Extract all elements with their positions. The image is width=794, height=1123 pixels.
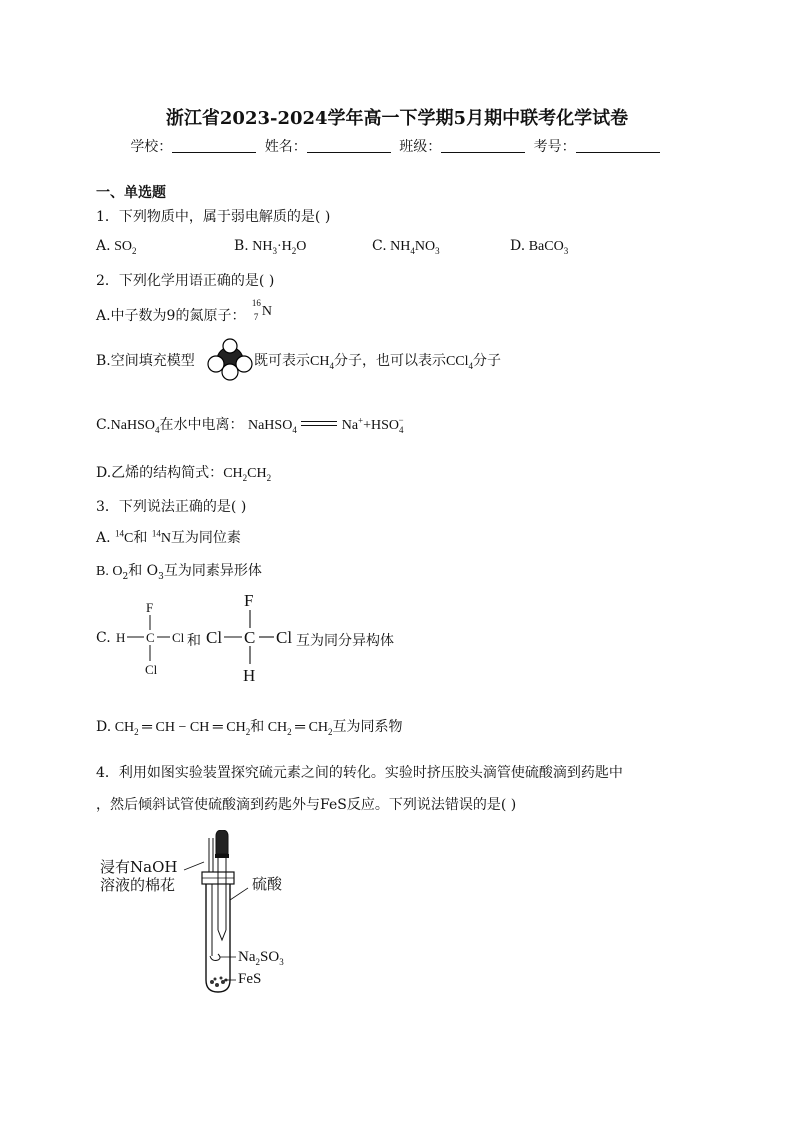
- name-blank[interactable]: [307, 138, 391, 153]
- dropper-bulb-icon: [216, 830, 228, 854]
- svg-text:C: C: [244, 628, 256, 647]
- exam-no-label: 考号：: [533, 139, 576, 155]
- structural-formula-large: [204, 590, 300, 686]
- q1-option-c: C. $NH_4NO_3$: [372, 238, 440, 256]
- atomic-number: 7: [253, 312, 259, 322]
- class-label: 班级：: [399, 139, 442, 155]
- svg-text:F: F: [244, 591, 254, 610]
- equation-equals-icon: [301, 421, 337, 426]
- label-sulfuric-acid: 硫酸: [252, 875, 283, 893]
- svg-text:Cl: Cl: [276, 628, 293, 647]
- q1-stem: 1．下列物质中，属于弱电解质的是( ): [96, 209, 331, 225]
- q1-option-d: D. BaCO$_3$: [510, 238, 569, 256]
- nitrogen-symbol: N: [261, 304, 273, 319]
- fes-particles-icon: [210, 977, 228, 988]
- exam-no-blank[interactable]: [576, 138, 660, 153]
- q2-option-b-text: 既可表示$CH_4$分子，也可以表示CCl$_4$分子: [254, 353, 502, 371]
- q3-option-d: D. $CH_2$ ═ CH − CH ═ $CH_2$和 $CH_2$ ═ $CH_2$互为同系物: [96, 719, 403, 737]
- svg-text:F: F: [146, 600, 154, 615]
- q2-option-d: D.乙烯的结构简式：$CH_2CH_2$: [96, 465, 272, 483]
- label-fes: FeS: [238, 971, 262, 987]
- q3-option-c-suffix: 互为同分异构体: [296, 633, 394, 649]
- class-blank[interactable]: [441, 138, 525, 153]
- q3-option-c-and: 和: [187, 633, 201, 649]
- q3-option-b: B. $O_2$和 $O_3$互为同素异形体: [96, 563, 262, 582]
- svg-text:H: H: [243, 666, 256, 685]
- q3-option-a: A. $^{14}$C和 $^{14}$N互为同位素: [96, 528, 241, 546]
- space-filling-model-icon: [205, 338, 255, 382]
- label-cotton: 浸有NaOH 溶液的棉花: [100, 858, 178, 894]
- structural-formula-small: [112, 598, 192, 680]
- school-blank[interactable]: [172, 138, 256, 153]
- svg-text:Cl: Cl: [145, 662, 158, 677]
- q2-option-c: C.NaHSO$_4$在水中电离： NaHSO$_4$ $Na^++HSO_4^-$: [96, 415, 404, 435]
- q2-option-a: A.中子数为9的氮原子： 16 7 N: [96, 298, 273, 324]
- q3-option-c-prefix: C.: [96, 630, 111, 646]
- section-header: 一、单选题: [96, 185, 166, 201]
- q3-stem: 3．下列说法正确的是( ): [96, 499, 247, 515]
- svg-text:C: C: [146, 630, 155, 645]
- page-title: 浙江省2023-2024学年高一下学期5月期中联考化学试卷: [165, 108, 629, 129]
- q2-option-b-prefix: B.空间填充模型: [96, 353, 195, 369]
- label-na2so3: $Na_2SO_3$: [238, 949, 284, 967]
- q1-option-b: B. $NH_3\cdot H_2O$: [234, 238, 307, 256]
- mass-number: 16: [251, 298, 261, 308]
- q4-stem-line-1: 4．利用如图实验装置探究硫元素之间的转化。实验时挤压胶头滴管使硫酸滴到药匙中: [96, 765, 623, 781]
- svg-text:Cl: Cl: [172, 630, 185, 645]
- q2-stem: 2．下列化学用语正确的是( ): [96, 273, 275, 289]
- student-info-line: [0, 136, 794, 156]
- q1-option-a: A. $SO_2$: [96, 238, 137, 256]
- school-label: 学校：: [130, 139, 173, 155]
- svg-text:H: H: [116, 630, 126, 645]
- name-label: 姓名：: [264, 139, 307, 155]
- q4-stem-line-2: ，然后倾斜试管使硫酸滴到药匙外与FeS反应。下列说法错误的是( ): [96, 797, 517, 813]
- svg-text:Cl: Cl: [206, 628, 223, 647]
- apparatus-figure: [96, 830, 316, 1000]
